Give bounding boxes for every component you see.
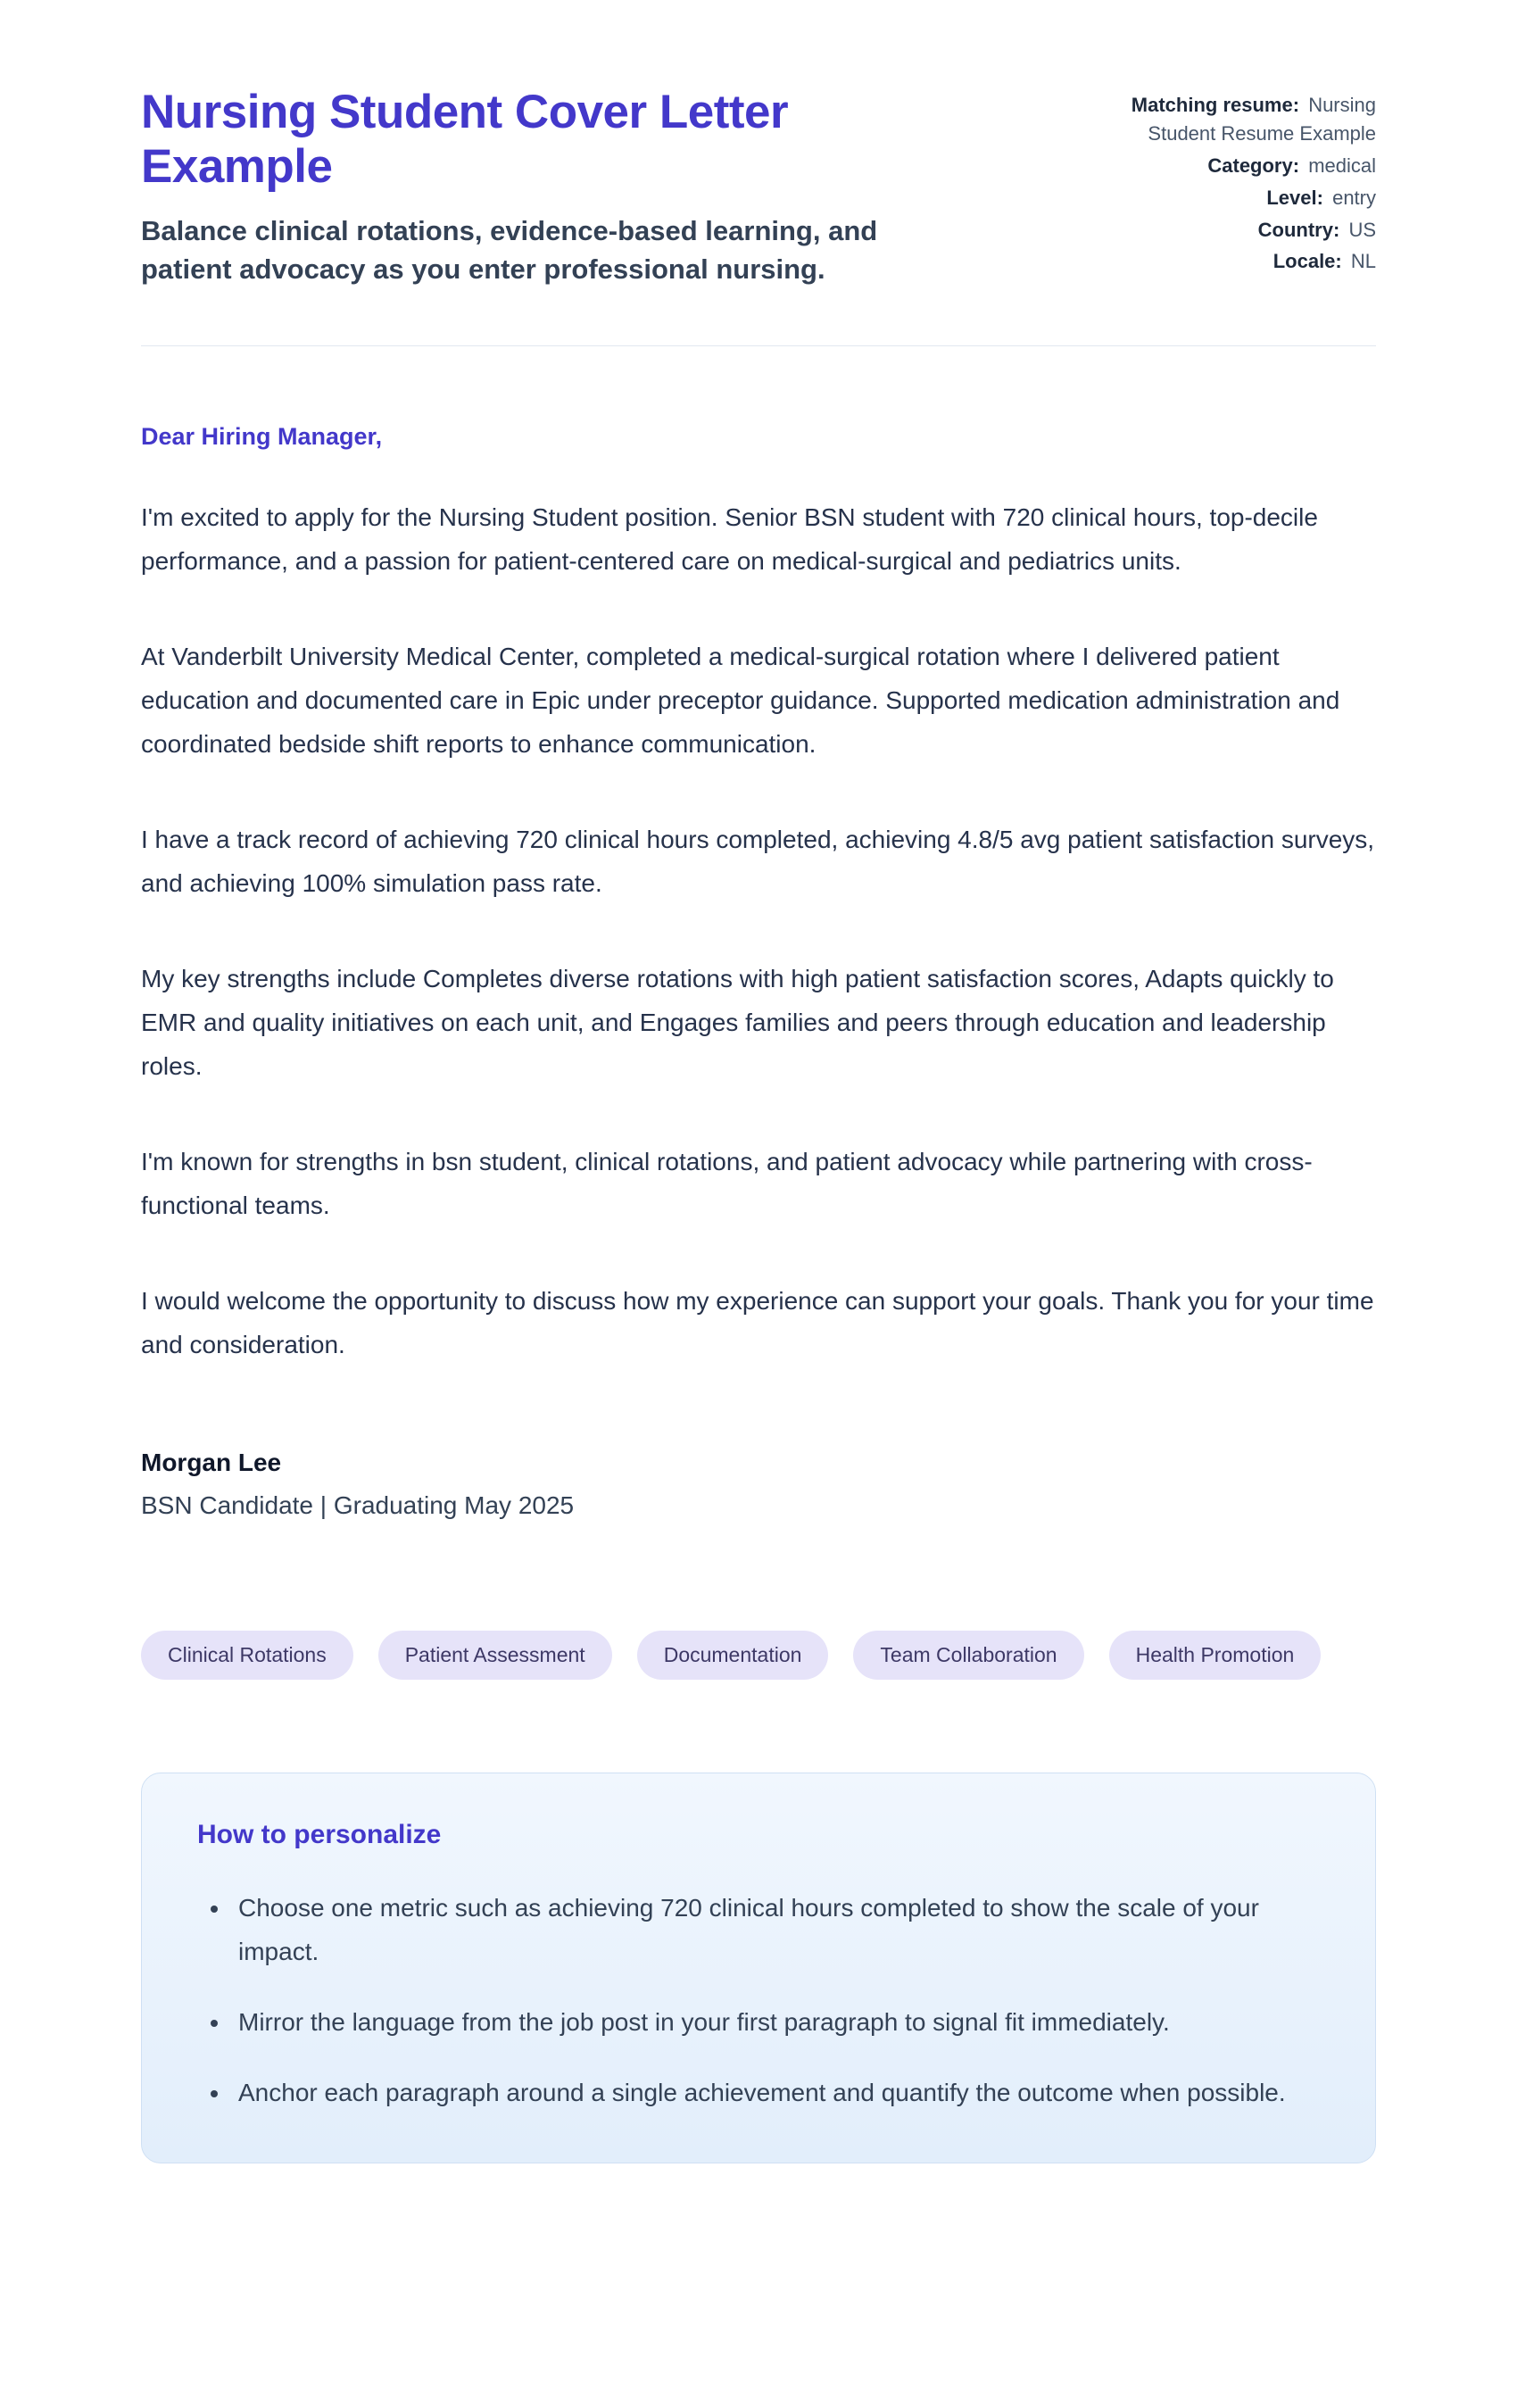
personalize-tip-1: • Choose one metric such as achieving 720 clinical hours completed to show the scale of your impact. xyxy=(231,1886,1325,1973)
letter-greeting: Dear Hiring Manager, xyxy=(141,423,383,451)
meta-category xyxy=(1099,152,1376,180)
personalize-tips xyxy=(192,1886,1325,2114)
page-title: Nursing Student Cover Letter Example xyxy=(141,86,789,193)
meta-label-locale: Locale: xyxy=(1272,250,1342,273)
page-header xyxy=(141,86,1376,288)
signature-block xyxy=(141,1449,1376,1520)
meta-value-category: medical xyxy=(1308,154,1376,177)
meta-value-matching-resume: Nursing Student Resume Example xyxy=(1148,94,1376,145)
meta-locale xyxy=(1099,247,1376,276)
personalize-box xyxy=(141,1773,1376,2163)
header-titles xyxy=(141,86,971,288)
meta-label-country: Country: xyxy=(1257,218,1340,241)
tag-patient-assessment[interactable]: Patient Assessment xyxy=(378,1631,612,1680)
meta-label-level: Level: xyxy=(1266,186,1323,209)
cover-letter-body xyxy=(141,423,1376,1520)
letter-paragraph-1: I'm excited to apply for the Nursing Student position. Senior BSN student with 720 clinical hours, top-decile performance, and a passion for patient-centered care on medical-surgical and pediatrics units. xyxy=(141,503,1318,576)
tag-clinical-rotations[interactable]: Clinical Rotations xyxy=(141,1631,353,1680)
letter-paragraph-6: I would welcome the opportunity to discuss how my experience can support your goals. Thank you for your time and consideration. xyxy=(141,1287,1374,1359)
header-divider xyxy=(141,345,1376,346)
skill-tags xyxy=(141,1631,1376,1680)
personalize-tip-3: • Anchor each paragraph around a single achievement and quantify the outcome when possible. xyxy=(231,2071,1325,2114)
tag-documentation[interactable]: Documentation xyxy=(637,1631,829,1680)
meta-level xyxy=(1099,184,1376,212)
signature-name: Morgan Lee xyxy=(141,1449,282,1477)
meta-value-level: entry xyxy=(1332,186,1376,209)
meta-matching-resume xyxy=(1099,91,1376,148)
meta-value-country: US xyxy=(1348,218,1376,241)
resume-meta xyxy=(1099,86,1376,279)
letter-paragraph-2: At Vanderbilt University Medical Center, completed a medical-surgical rotation where I delivered patient education and documented care in Epic under preceptor guidance. Supported medication administration and coordinated bedside shift reports to enhance communication. xyxy=(141,643,1340,759)
meta-value-locale: NL xyxy=(1350,250,1376,273)
personalize-heading: How to personalize xyxy=(197,1820,442,1850)
tag-health-promotion[interactable]: Health Promotion xyxy=(1109,1631,1322,1680)
letter-paragraph-4: My key strengths include Completes diverse rotations with high patient satisfaction scores, Adapts quickly to EMR and quality initiatives on each unit, and Engages families and peers through education and leadership roles. xyxy=(141,965,1334,1081)
page-subtitle: Balance clinical rotations, evidence-based learning, and patient advocacy as you enter professional nursing. xyxy=(141,214,878,285)
meta-label-matching-resume: Matching resume: xyxy=(1131,94,1300,116)
meta-country xyxy=(1099,216,1376,245)
letter-paragraph-5: I'm known for strengths in bsn student, clinical rotations, and patient advocacy while partnering with cross-functional teams. xyxy=(141,1148,1313,1220)
letter-paragraph-3: I have a track record of achieving 720 clinical hours completed, achieving 4.8/5 avg patient satisfaction surveys, and achieving 100% simulation pass rate. xyxy=(141,826,1375,898)
tag-team-collaboration[interactable]: Team Collaboration xyxy=(853,1631,1083,1680)
cover-letter-page xyxy=(141,0,1376,2244)
personalize-tip-2: • Mirror the language from the job post in your first paragraph to signal fit immediately. xyxy=(231,2000,1325,2044)
signature-title: BSN Candidate | Graduating May 2025 xyxy=(141,1491,575,1520)
meta-label-category: Category: xyxy=(1207,154,1300,177)
